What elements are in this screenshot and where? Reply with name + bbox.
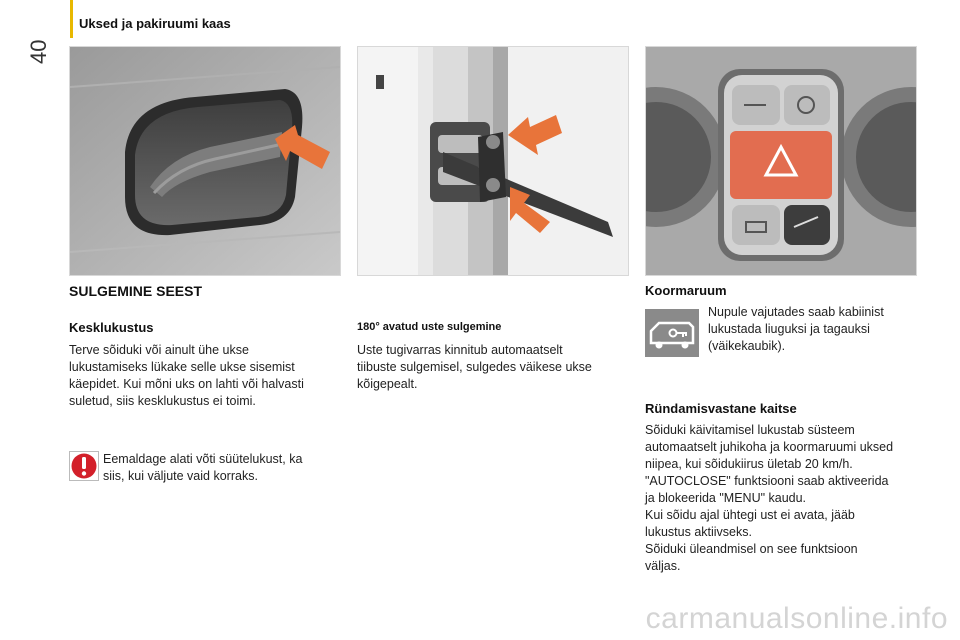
- chapter-accent-bar: [70, 0, 73, 38]
- anti-attack-heading: Ründamisvastane kaitse: [645, 401, 797, 416]
- interior-door-handle-photo: [69, 46, 341, 276]
- dashboard-switch-panel-photo: [645, 46, 917, 276]
- central-locking-text: Terve sõiduki või ainult ühe ukse lukustamiseks lükake selle ukse sisemist käepidet. Kui mõni uks on lahti või halvasti suletud, siis kesklukustus ei toimi.: [69, 343, 304, 408]
- watermark: carmanualsonline.info: [645, 602, 948, 635]
- central-locking-heading: Kesklukustus: [69, 320, 154, 335]
- warning-text: Eemaldage alati võti süütelukust, ka siis, kui väljute vaid korraks.: [103, 452, 303, 483]
- section-title: SULGEMINE SEEST: [69, 283, 203, 299]
- chapter-title: Uksed ja pakiruumi kaas: [79, 16, 231, 31]
- cargo-text: Nupule vajutades saab kabiinist lukustada liuguksi ja tagauksi (väikekaubik).: [708, 305, 884, 353]
- hazard-switch-panel-icon: [730, 131, 832, 199]
- exclamation-warning-icon: [69, 451, 99, 481]
- page-number: 40: [26, 39, 51, 64]
- door-180-text: Uste tugivarras kinnitub automaatselt tiibuste sulgemisel, sulgedes väikese ukse kõigepealt.: [357, 343, 592, 391]
- cargo-heading: Koormaruum: [645, 283, 727, 298]
- door-check-strap-photo: [357, 46, 629, 276]
- anti-attack-text: Sõiduki käivitamisel lukustab süsteem automaatselt juhikoha ja koormaruumi uksed niipea, kui sõidukiirus ületab 20 km/h. "AUTOCLOSE" funktsiooni saab aktiveerida ja blokeerida "MENU" kaudu. Kui sõidu ajal ühtegi ust ei avata, jääb lukustus aktiivseks. Sõiduki üleandmisel on see funktsioon väljas.: [645, 423, 894, 573]
- van-lock-icon: [645, 309, 699, 357]
- door-180-heading: 180° avatud uste sulgemine: [357, 321, 502, 333]
